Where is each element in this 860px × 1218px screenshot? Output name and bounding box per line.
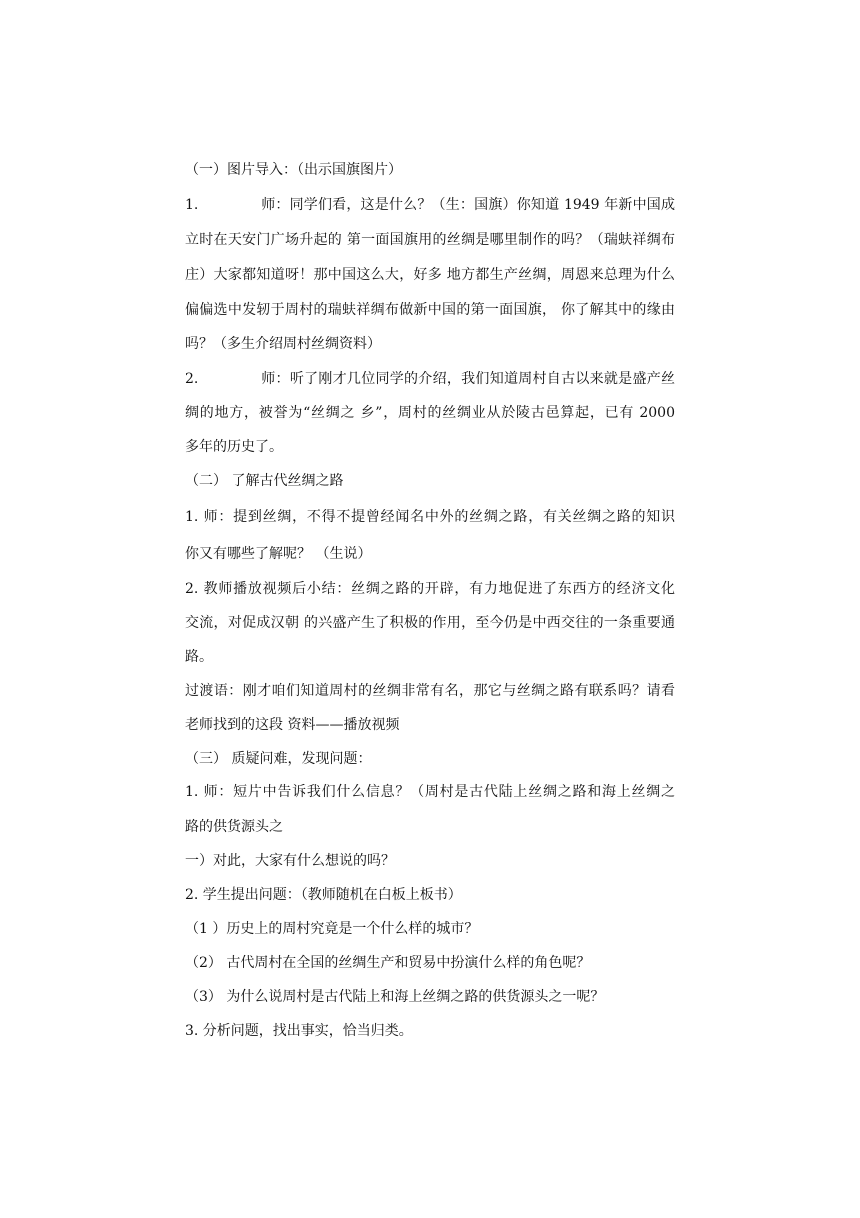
section2-item2-line3: 路。 [185,649,213,665]
section1-item2-line2: 绸的地方，被誉为“丝绸之 乡”，周村的丝绸业从於陵古邑算起，已有 2000 [185,405,675,421]
section3-item2-line: 2. 学生提出问题：（教师随机在白板上板书） [185,887,462,903]
section1-item1-line5: 吗？（多生介绍周村丝绸资料） [185,336,381,352]
section1-item2-text: 师：听了刚才几位同学的介绍，我们知道周村自古以来就是盛产丝 [261,371,675,387]
section1-item2-number: 2. [185,371,199,387]
section3-item1-line3: 一）对此，大家有什么想说的吗？ [185,853,395,869]
section2-heading: （二） 了解古代丝绸之路 [185,473,344,489]
section1-item1-line4: 偏偏选中发轫于周村的瑞蚨祥绸布做新中国的第一面国旗， 你了解其中的缘由 [185,302,675,318]
section2-item1-line1: 1. 师：提到丝绸，不得不提曾经闻名中外的丝绸之路，有关丝绸之路的知识 [185,509,675,525]
section1-heading: （一）图片导入：（出示国旗图片） [185,162,402,178]
section1-item1-line3: 庄）大家都知道呀！那中国这么大，好多 地方都生产丝绸，周恩来总理为什么 [185,267,675,283]
section2-transition-line2: 老师找到的这段 资料——播放视频 [185,717,400,733]
section1-item1-line2: 立时在天安门广场升起的 第一面国旗用的丝绸是哪里制作的吗？（瑞蚨祥绸布 [185,232,675,248]
section3-heading: （三） 质疑问难，发现问题： [185,751,372,767]
section2-item2-line1: 2. 教师播放视频后小结：丝绸之路的开辟，有力地促进了东西方的经济文化 [185,581,675,597]
section1-item1-line1 [185,196,675,214]
section1-item2-line3: 多年的历史了。 [185,439,283,455]
section2-item2-line2: 交流，对促成汉朝 的兴盛产生了积极的作用，至今仍是中西交往的一条重要通 [185,615,675,631]
section2-item1-line2: 你又有哪些了解呢？ （生说） [185,546,372,562]
section3-item3-line: 3. 分析问题，找出事实，恰当归类。 [185,1023,413,1039]
section3-item1-line2: 路的供货源头之 [185,819,283,835]
section3-question-1: （1 ）历史上的周村究竟是一个什么样的城市？ [185,921,479,937]
section3-question-2: （2） 古代周村在全国的丝绸生产和贸易中扮演什么样的角色呢？ [185,955,591,971]
section1-item1-text: 师：同学们看，这是什么？（生：国旗）你知道 1949 年新中国成 [261,197,675,213]
section2-transition-line1: 过渡语：刚才咱们知道周村的丝绸非常有名，那它与丝绸之路有联系吗？请看 [185,683,675,699]
section3-question-3: （3） 为什么说周村是古代陆上和海上丝绸之路的供货源头之一呢？ [185,989,605,1005]
section1-item1-number: 1. [185,197,199,213]
section1-item2-line1 [185,370,675,388]
section3-item1-line1: 1. 师：短片中告诉我们什么信息？（周村是古代陆上丝绸之路和海上丝绸之 [185,784,675,800]
